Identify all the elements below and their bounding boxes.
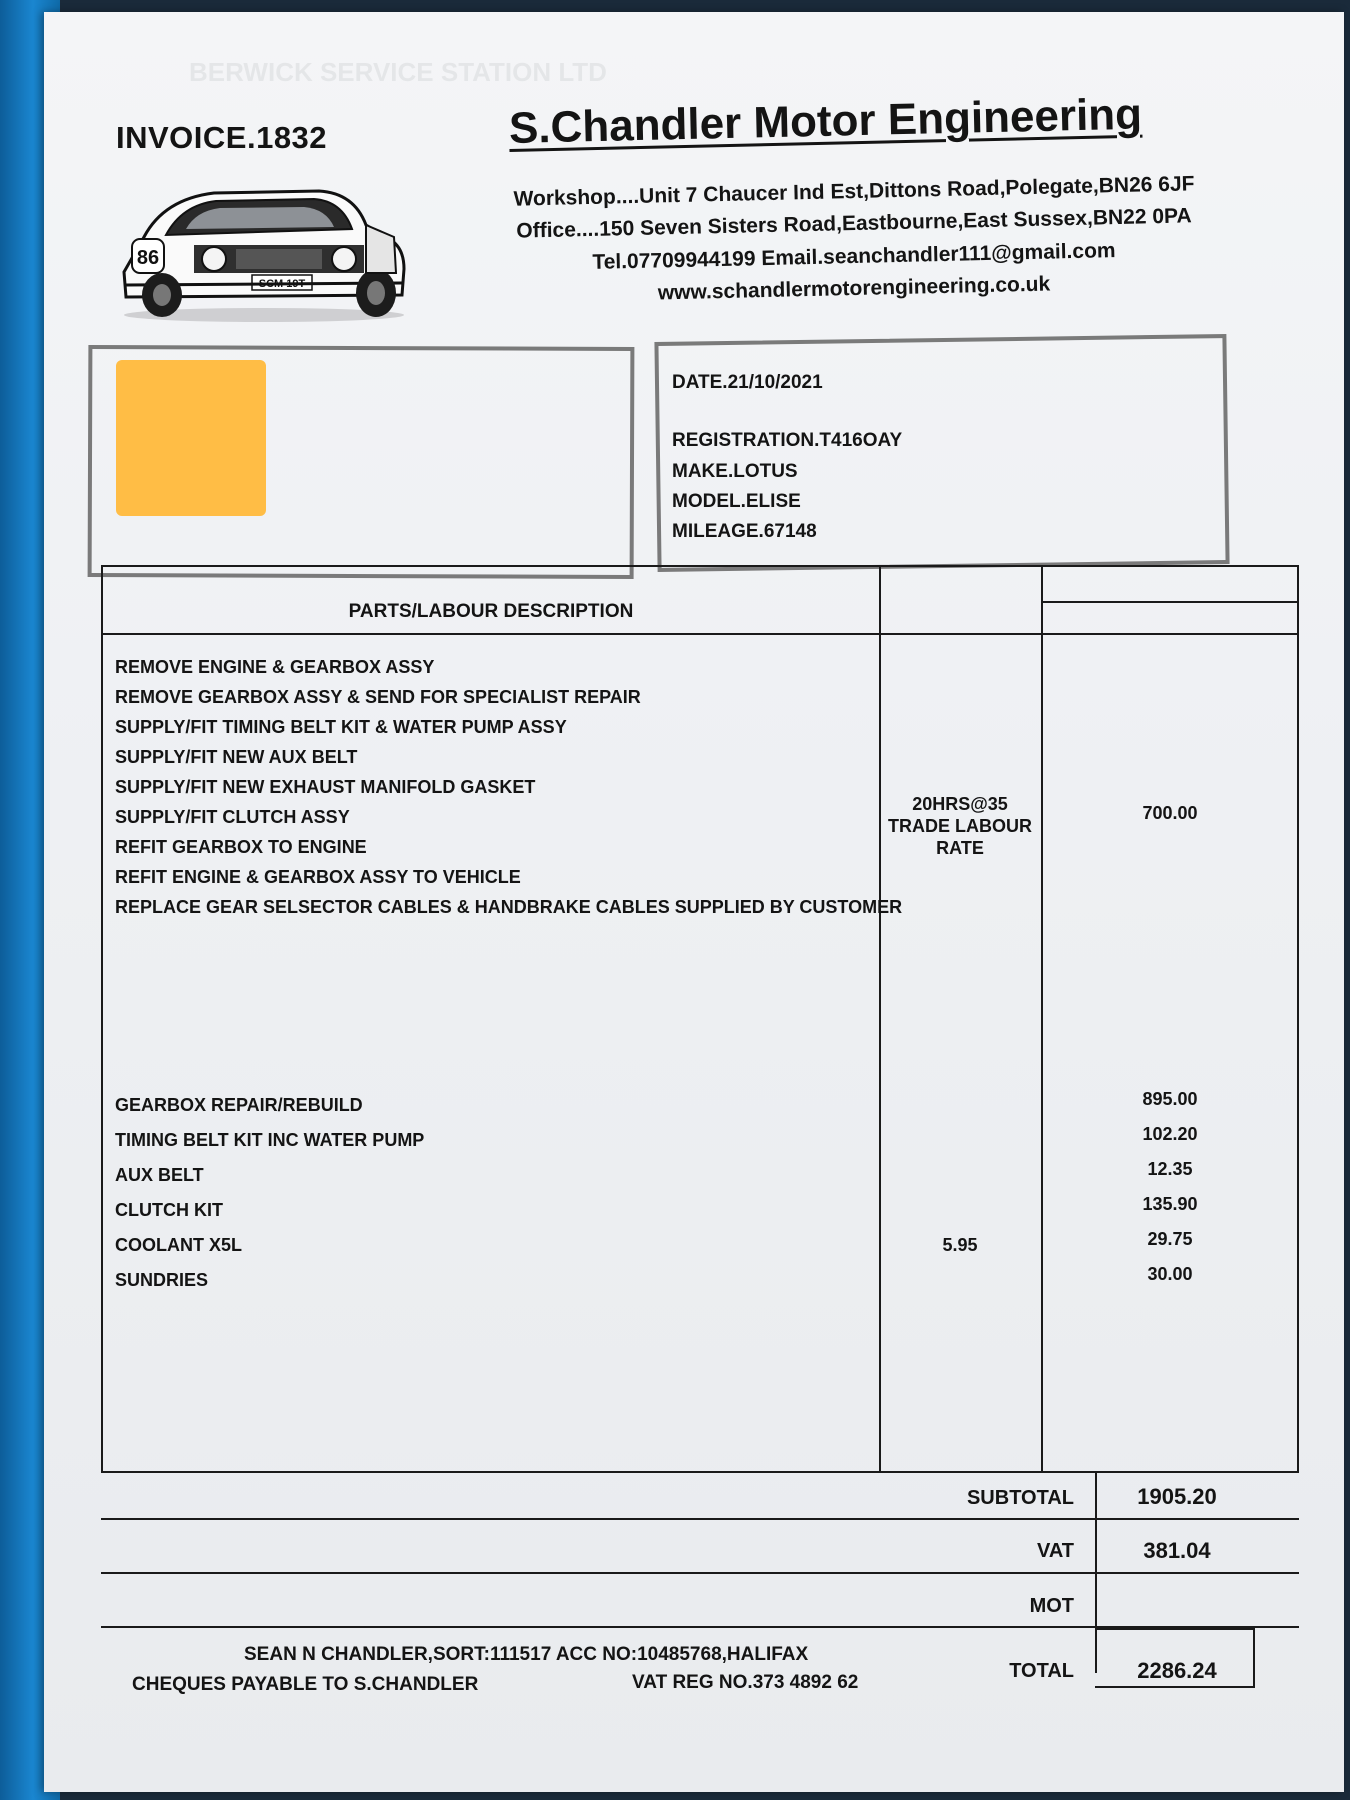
part-description: TIMING BELT KIT INC WATER PUMP bbox=[115, 1130, 425, 1150]
bank-details: SEAN N CHANDLER,SORT:111517 ACC NO:10485768,HALIFAX bbox=[244, 1644, 809, 1665]
invoice-date: DATE.21/10/2021 bbox=[672, 372, 823, 393]
part-description: SUNDRIES bbox=[115, 1270, 209, 1290]
part-amount: 29.75 bbox=[1147, 1229, 1193, 1249]
labour-total: 700.00 bbox=[1142, 803, 1198, 823]
vat-value: 381.04 bbox=[1143, 1538, 1211, 1563]
vehicle-registration: REGISTRATION.T416OAY bbox=[672, 430, 903, 451]
labour-item: REMOVE GEARBOX ASSY & SEND FOR SPECIALIST REPAIR bbox=[115, 687, 641, 707]
totals-divider bbox=[101, 1518, 1299, 1520]
part-amount: 12.35 bbox=[1147, 1159, 1193, 1179]
header-divider bbox=[103, 633, 1299, 635]
column-divider bbox=[1041, 567, 1043, 1473]
labour-item: SUPPLY/FIT TIMING BELT KIT & WATER PUMP ASSY bbox=[115, 717, 567, 737]
workshop-address: Workshop....Unit 7 Chaucer Ind Est,Dittons Road,Polegate,BN26 6JF bbox=[513, 172, 1195, 211]
contact-details: Tel.07709944199 Email.seanchandler111@gmail.com bbox=[592, 239, 1116, 274]
vat-registration: VAT REG NO.373 4892 62 bbox=[632, 1672, 859, 1693]
total-value: 2286.24 bbox=[1137, 1658, 1217, 1683]
part-amount: 895.00 bbox=[1142, 1089, 1198, 1109]
header-divider bbox=[1041, 601, 1299, 603]
mot-label: MOT bbox=[1029, 1595, 1074, 1617]
invoice-paper bbox=[44, 12, 1344, 1792]
totals-divider bbox=[101, 1572, 1299, 1574]
labour-item: REFIT GEARBOX TO ENGINE bbox=[115, 837, 367, 857]
vat-label: VAT bbox=[1036, 1540, 1074, 1562]
part-description: COOLANT X5L bbox=[115, 1235, 243, 1255]
company-website: www.schandlermotorengineering.co.uk bbox=[657, 272, 1051, 305]
vehicle-model: MODEL.ELISE bbox=[672, 491, 801, 512]
labour-item: SUPPLY/FIT NEW AUX BELT bbox=[115, 747, 358, 767]
redacted-customer bbox=[116, 360, 266, 516]
part-amount: 135.90 bbox=[1142, 1194, 1198, 1214]
rally-car-icon bbox=[104, 177, 424, 327]
part-amount: 30.00 bbox=[1147, 1264, 1193, 1284]
labour-rate: 20HRS@35 TRADE LABOUR RATE bbox=[888, 794, 1032, 858]
part-description: CLUTCH KIT bbox=[115, 1200, 223, 1220]
labour-item: REPLACE GEAR SELSECTOR CABLES & HANDBRAKE CABLES SUPPLIED BY CUSTOMER bbox=[115, 897, 903, 917]
labour-item: SUPPLY/FIT NEW EXHAUST MANIFOLD GASKET bbox=[115, 777, 536, 797]
part-unit-price: 5.95 bbox=[942, 1235, 978, 1255]
parts-labour-table bbox=[101, 565, 1299, 1473]
table-header: PARTS/LABOUR DESCRIPTION bbox=[348, 601, 634, 622]
invoice-number: INVOICE.1832 bbox=[116, 120, 328, 155]
subtotal-label: SUBTOTAL bbox=[966, 1487, 1074, 1509]
show-through-text: BERWICK SERVICE STATION LTD bbox=[189, 57, 607, 87]
cheques-payable: CHEQUES PAYABLE TO S.CHANDLER bbox=[132, 1674, 479, 1695]
labour-item: REMOVE ENGINE & GEARBOX ASSY bbox=[115, 657, 435, 677]
labour-item: REFIT ENGINE & GEARBOX ASSY TO VEHICLE bbox=[115, 867, 521, 887]
car-number: 86 bbox=[136, 247, 160, 269]
total-label: TOTAL bbox=[1009, 1660, 1074, 1682]
company-name: S.Chandler Motor Engineering bbox=[508, 89, 1143, 153]
office-address: Office....150 Seven Sisters Road,Eastbourne,East Sussex,BN22 0PA bbox=[516, 204, 1192, 243]
part-amount: 102.20 bbox=[1142, 1124, 1198, 1144]
vehicle-make: MAKE.LOTUS bbox=[672, 461, 798, 482]
column-divider bbox=[879, 567, 881, 1473]
labour-item: SUPPLY/FIT CLUTCH ASSY bbox=[115, 807, 350, 827]
subtotal-value: 1905.20 bbox=[1137, 1484, 1217, 1509]
part-description: AUX BELT bbox=[115, 1165, 204, 1185]
part-description: GEARBOX REPAIR/REBUILD bbox=[115, 1095, 363, 1115]
vehicle-mileage: MILEAGE.67148 bbox=[672, 521, 817, 542]
